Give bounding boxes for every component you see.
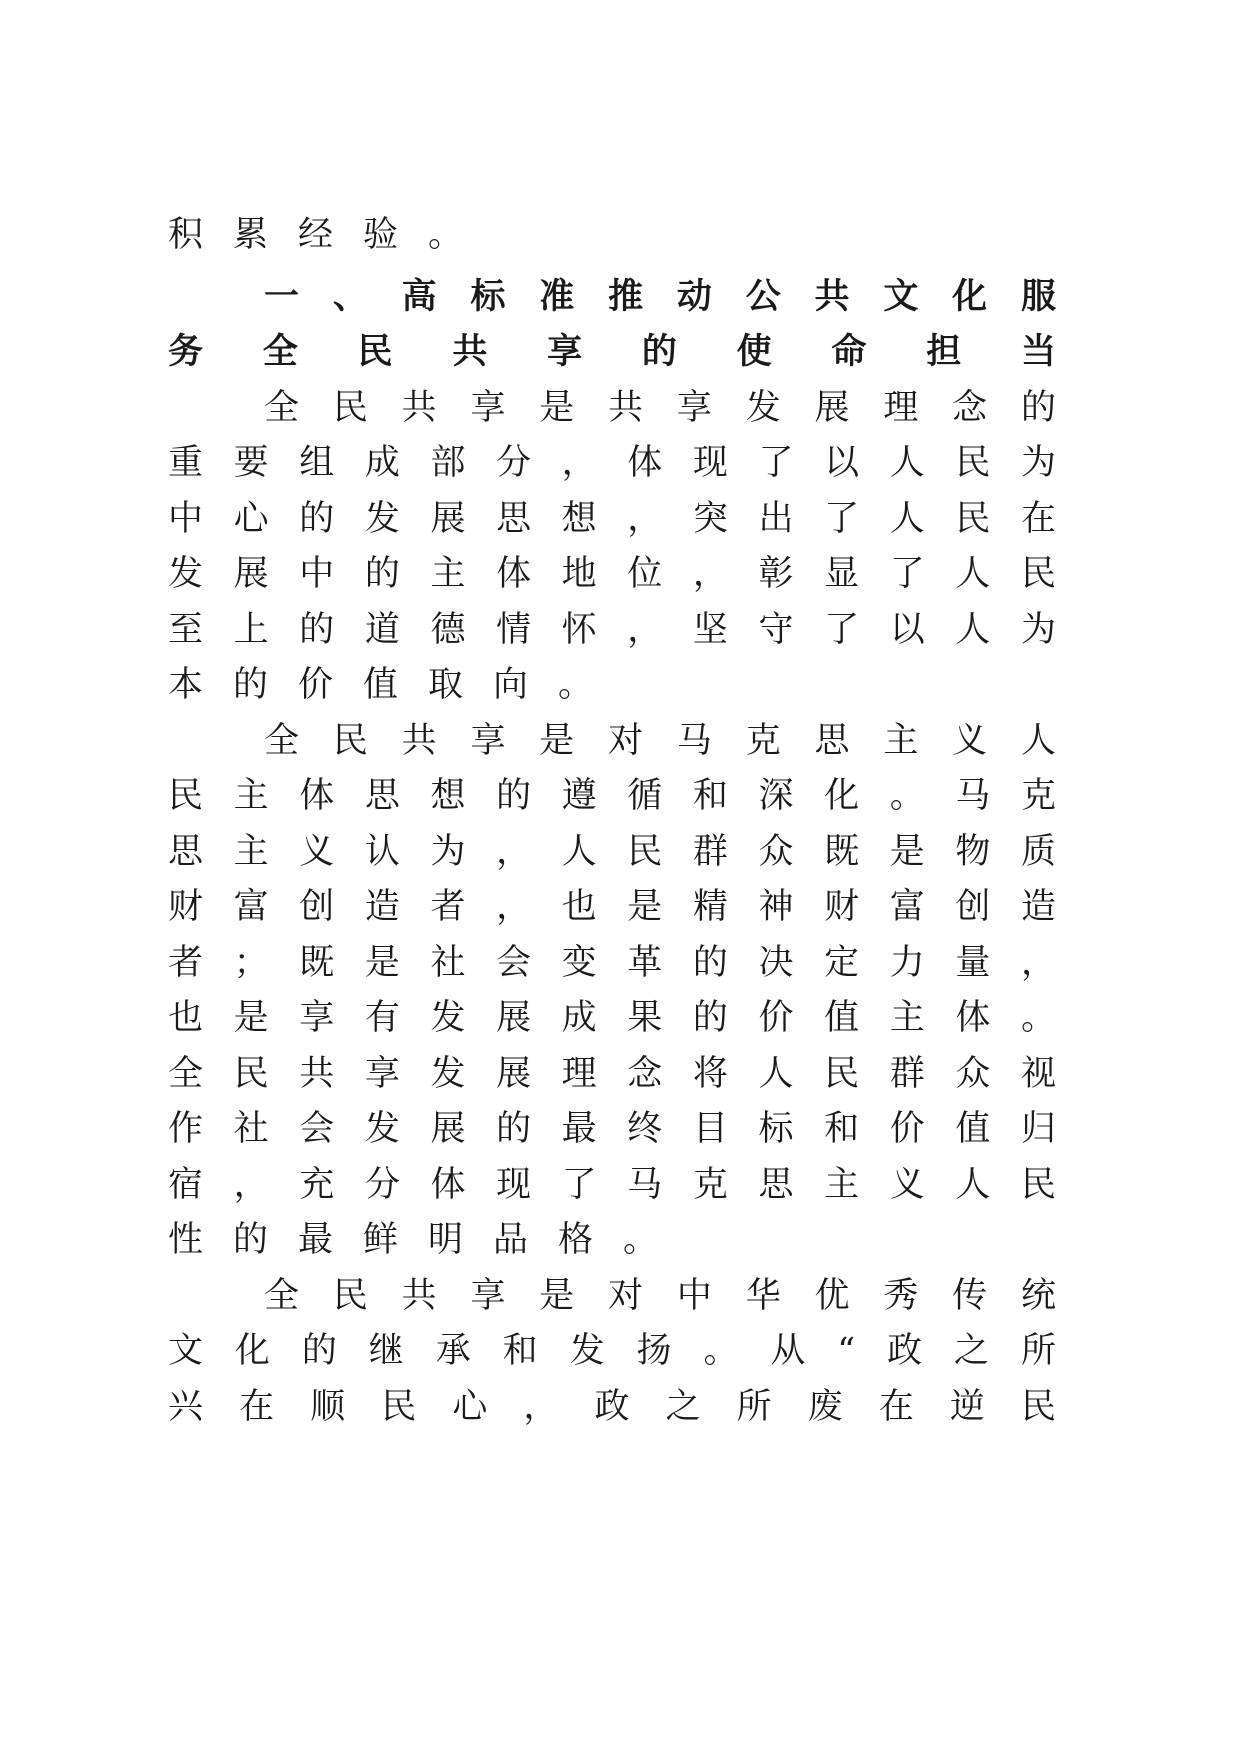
- paragraph-3-line-1: 全民共享是对中华优秀传统: [264, 1276, 1056, 1316]
- section-heading-line-1: 一、高标准推动公共文化服: [264, 277, 1056, 317]
- paragraph-2-line-7: 全民共享发展理念将人民群众视: [168, 1054, 1056, 1094]
- paragraph-2-line-2: 民主体思想的遵循和深化。马克: [168, 776, 1056, 816]
- paragraph-2-line-9: 宿，充分体现了马克思主义人民: [168, 1165, 1056, 1205]
- paragraph-2-line-10: 性的最鲜明品格。: [168, 1220, 689, 1260]
- paragraph-1-line-4: 发展中的主体地位，彰显了人民: [168, 554, 1056, 594]
- paragraph-2-line-8: 作社会发展的最终目标和价值归: [168, 1109, 1056, 1149]
- paragraph-1-line-5: 至上的道德情怀，坚守了以人为: [168, 610, 1056, 650]
- paragraph-1-line-6: 本的价值取向。: [168, 665, 624, 705]
- intro-line: 积累经验。: [168, 215, 494, 255]
- paragraph-1-line-1: 全民共享是共享发展理念的: [264, 388, 1056, 428]
- paragraph-3-line-3: 兴在顺民心，政之所废在逆民: [168, 1387, 1056, 1427]
- paragraph-1-line-2: 重要组成部分，体现了以人民为: [168, 443, 1056, 483]
- section-heading-line-2: 务全民共享的使命担当: [168, 332, 1056, 372]
- paragraph-2-line-1: 全民共享是对马克思主义人: [264, 721, 1056, 761]
- paragraph-3-line-2: 文化的继承和发扬。从“政之所: [168, 1331, 1056, 1371]
- paragraph-2-line-5: 者；既是社会变革的决定力量，: [168, 943, 1056, 983]
- paragraph-2-line-6: 也是享有发展成果的价值主体。: [168, 998, 1056, 1038]
- paragraph-2-line-4: 财富创造者，也是精神财富创造: [168, 887, 1056, 927]
- paragraph-1-line-3: 中心的发展思想，突出了人民在: [168, 499, 1056, 539]
- paragraph-2-line-3: 思主义认为，人民群众既是物质: [168, 832, 1056, 872]
